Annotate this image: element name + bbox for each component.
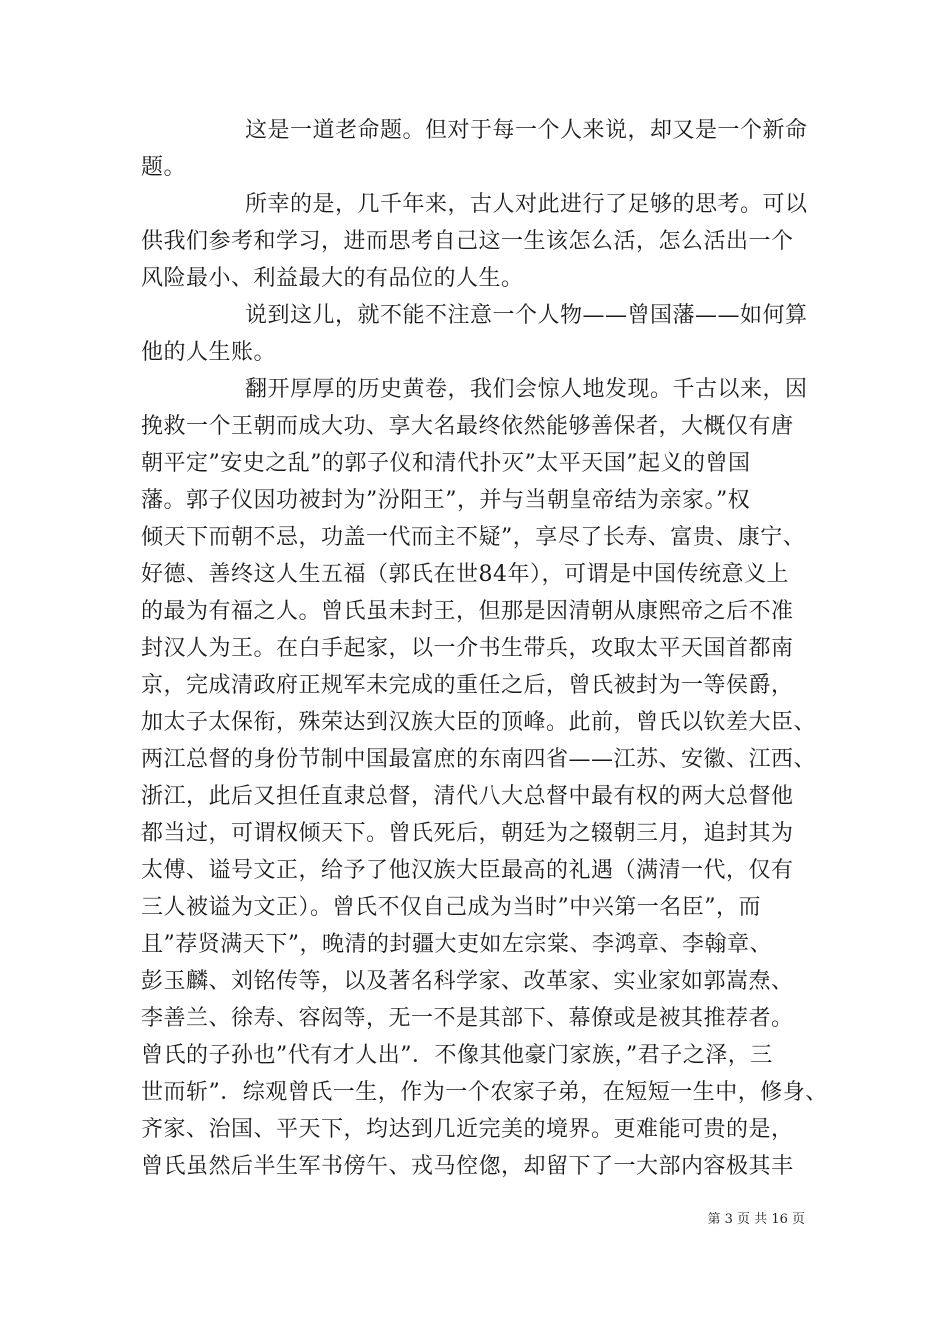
text-line: 世而斩”．综观曾氏一生，作为一个农家子弟，在短短一生中，修身、 [141, 1080, 828, 1105]
text-line: 题。 [141, 155, 187, 180]
text-line: 三人被谥为文正）。曾氏不仅自己成为当时”中兴第一名臣”，而 [141, 895, 761, 920]
text-line: 藩。郭子仪因功被封为”汾阳王”，并与当朝皇帝结为亲家。”权 [141, 488, 751, 513]
text-line: 加太子太保衔，殊荣达到汉族大臣的顶峰。此前，曾氏以钦差大臣、 [141, 710, 817, 735]
text-line: 说到这儿，就不能不注意一个人物——曾国藩——如何算 [245, 303, 808, 328]
page-number-footer: 第 3 页 共 16 页 [707, 1212, 805, 1227]
text-line: 齐家、治国、平天下，均达到几近完美的境界。更难能可贵的是， [141, 1117, 794, 1142]
text-line: 翻开厚厚的历史黄卷，我们会惊人地发现。千古以来，因 [245, 377, 808, 402]
text-line: 他的人生账。 [141, 340, 277, 365]
text-line: 都当过，可谓权倾天下。曾氏死后，朝廷为之辍朝三月，追封其为 [141, 821, 794, 846]
text-line: 风险最小、利益最大的有品位的人生。 [141, 266, 524, 291]
body-text [141, 112, 828, 1185]
text-line: 封汉人为王。在白手起家，以一介书生带兵，攻取太平天国首都南 [141, 636, 794, 661]
text-line: 供我们参考和学习，进而思考自己这一生该怎么活，怎么活出一个 [141, 229, 794, 254]
text-line: 曾氏虽然后半生军书傍午、戎马倥偬，却留下了一大部内容极其丰 [141, 1154, 794, 1179]
text-line: 曾氏的子孙也”代有才人出”．不像其他豪门家族，”君子之泽，三 [141, 1043, 773, 1068]
text-line: 浙江，此后又担任直隶总督，清代八大总督中最有权的两大总督他 [141, 784, 794, 809]
text-line: 所幸的是，几千年来，古人对此进行了足够的思考。可以 [245, 192, 808, 217]
text-line: 京，完成清政府正规军未完成的重任之后，曾氏被封为一等侯爵， [141, 673, 794, 698]
text-line: 朝平定”安史之乱”的郭子仪和清代扑灭”太平天国”起义的曾国 [141, 451, 751, 476]
text-line: 两江总督的身份节制中国最富庶的东南四省——江苏、安徽、江西、 [141, 747, 817, 772]
text-line: 彭玉麟、刘铭传等，以及著名科学家、改革家、实业家如郭嵩焘、 [141, 969, 794, 994]
text-line: 这是一道老命题。但对于每一个人来说，却又是一个新命 [245, 118, 808, 143]
text-line: 太傅、谥号文正，给予了他汉族大臣最高的礼遇（满清一代，仅有 [141, 858, 794, 883]
text-line: 挽救一个王朝而成大功、享大名最终依然能够善保者，大概仅有唐 [141, 414, 794, 439]
text-line: 李善兰、徐寿、容闳等，无一不是其部下、幕僚或是被其推荐者。 [141, 1006, 794, 1031]
text-line: 好德、善终这人生五福（郭氏在世84年），可谓是中国传统意义上 [141, 562, 789, 587]
text-line: 倾天下而朝不忌，功盖一代而主不疑”，享尽了长寿、富贵、康宁、 [141, 525, 806, 550]
text-line: 的最为有福之人。曾氏虽未封王，但那是因清朝从康熙帝之后不准 [141, 599, 794, 624]
text-line: 且”荐贤满天下”，晚清的封疆大吏如左宗棠、李鸿章、李翰章、 [141, 932, 772, 957]
